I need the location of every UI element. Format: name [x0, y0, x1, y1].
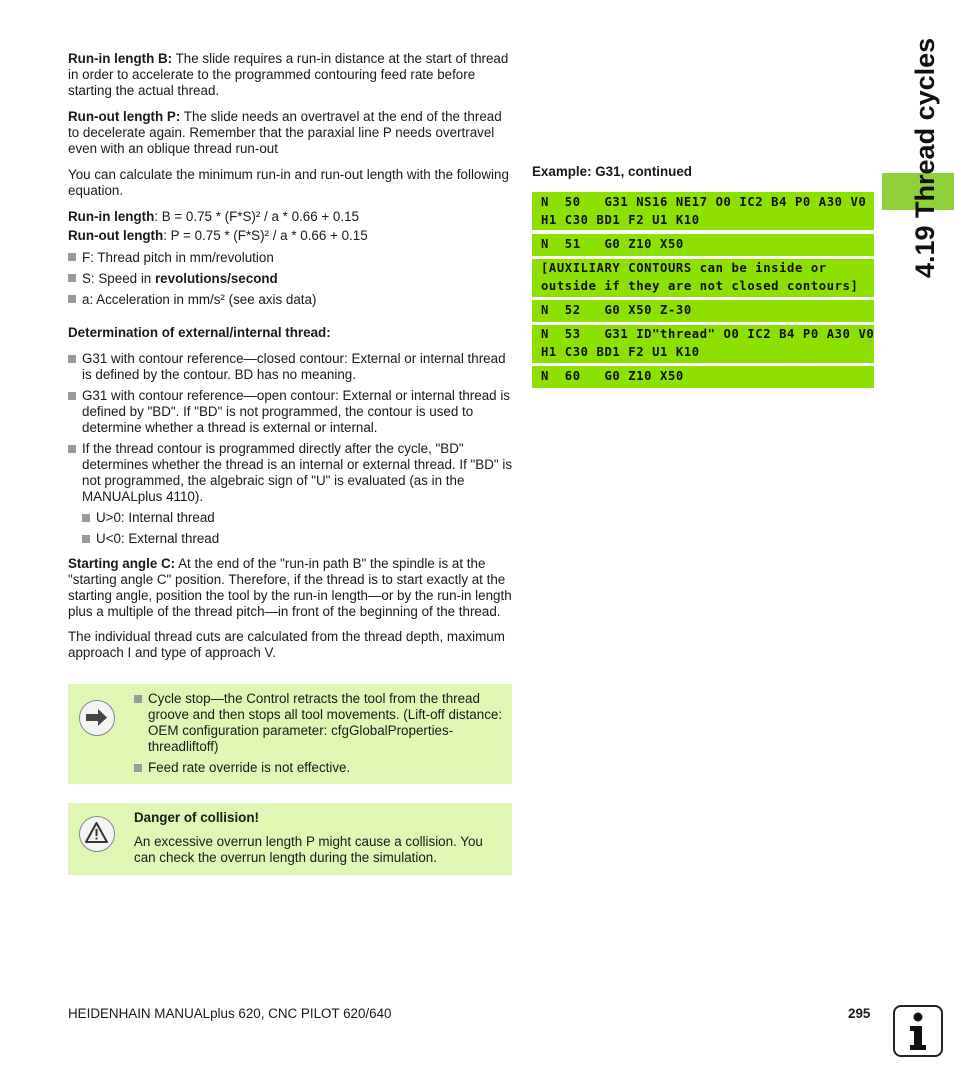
- var-f-item: [68, 247, 514, 268]
- det-item-2: [68, 388, 514, 436]
- code-block-1: [532, 192, 874, 230]
- bullet-icon: [82, 514, 90, 522]
- note-item-2: [134, 760, 504, 776]
- code-line: N 53 G31 ID"thread" O0 IC2 B4 P0 A30 V0: [541, 327, 875, 341]
- bullet-icon: [134, 695, 142, 703]
- note-item-2-text: Feed rate override is not effective.: [148, 760, 351, 775]
- code-line: H1 C30 BD1 F2 U1 K10: [541, 345, 700, 359]
- bullet-icon: [82, 535, 90, 543]
- var-s-item: [68, 268, 514, 289]
- warning-triangle-icon: [79, 816, 115, 852]
- bullet-icon: [68, 445, 76, 453]
- calc-paragraph: You can calculate the minimum run-in and run-out length with the following equation.: [68, 167, 509, 198]
- warning-box: [68, 803, 512, 875]
- start-text: At the end of the "run-in path B" the spindle is at the "starting angle C" position. Therefore, if the thread is to start exactly at the starting angle, position the tool by the run-in length—or by the run-in length plus a multiple of the thread pitch—in front of the beginning of the thread.: [68, 556, 512, 619]
- start-label: Starting angle C:: [68, 556, 176, 571]
- det-3-text: If the thread contour is programmed directly after the cycle, "BD" determines whether the thread is an internal or external thread. If "BD" is not programmed, the algebraic sign of "U" is evaluated (as in the MANUALplus 4110).: [82, 441, 513, 504]
- bullet-icon: [134, 764, 142, 772]
- code-line: [AUXILIARY CONTOURS can be inside or: [541, 261, 827, 275]
- code-block-2: [532, 234, 874, 256]
- runout-text: The slide needs an overtravel at the end of the thread to decelerate again. Remember that the paraxial line P needs overtravel even with an oblique thread run-out: [68, 109, 502, 156]
- footer-text: HEIDENHAIN MANUALplus 620, CNC PILOT 620/640: [68, 1006, 392, 1021]
- eq1-label: Run-in length: [68, 209, 155, 224]
- runin-label: Run-in length B:: [68, 51, 173, 66]
- bullet-icon: [68, 295, 76, 303]
- bullet-icon: [68, 392, 76, 400]
- det-2-text: G31 with contour reference—open contour: External or internal thread is defined by "BD". If "BD" is not programmed, the contour is used to determine whether a thread is external or internal.: [82, 388, 510, 435]
- page-number: 295: [848, 1006, 871, 1021]
- runin-paragraph: [68, 51, 514, 99]
- warning-content: [134, 810, 506, 866]
- code-block-5: [532, 325, 874, 363]
- det-1-text: G31 with contour reference—closed contour: External or internal thread is defined by the contour. BD has no meaning.: [82, 351, 506, 382]
- det-subitem-2: [68, 531, 514, 547]
- code-line: N 52 G0 X50 Z-30: [541, 303, 692, 317]
- eq2-label: Run-out length: [68, 228, 164, 243]
- example-heading: Example: G31, continued: [532, 164, 692, 179]
- bullet-icon: [68, 274, 76, 282]
- main-column: [68, 51, 514, 661]
- code-block-4: [532, 300, 874, 322]
- arrow-right-icon: [79, 700, 115, 736]
- var-a-item: [68, 289, 514, 310]
- code-line: N 51 G0 Z10 X50: [541, 237, 684, 251]
- det-3b-text: U<0: External thread: [96, 531, 220, 546]
- runout-paragraph: [68, 109, 514, 157]
- note-box: [68, 684, 512, 784]
- runout-label: Run-out length P:: [68, 109, 181, 124]
- warning-title: Danger of collision!: [134, 810, 259, 825]
- cuts-paragraph: The individual thread cuts are calculated from the thread depth, maximum approach I and type of approach V.: [68, 629, 505, 660]
- bullet-icon: [68, 355, 76, 363]
- note-item-1-text: Cycle stop—the Control retracts the tool from the thread groove and then stops all tool movements. (Lift-off distance: OEM configuration parameter: cfgGlobalProperties-threadliftoff): [148, 691, 503, 754]
- warning-text: An excessive overrun length P might cause a collision. You can check the overrun length during the simulation.: [134, 834, 483, 865]
- code-block-3: [532, 259, 874, 297]
- var-s-text: S: Speed in: [82, 271, 155, 286]
- det-item-1: [68, 351, 514, 383]
- code-line: H1 C30 BD1 F2 U1 K10: [541, 213, 700, 227]
- det-subitem-1: [68, 510, 514, 526]
- code-block-6: [532, 366, 874, 388]
- code-line: N 50 G31 NS16 NE17 O0 IC2 B4 P0 A30 V0: [541, 195, 867, 209]
- start-paragraph: [68, 556, 514, 620]
- code-line: N 60 G0 Z10 X50: [541, 369, 684, 383]
- eq1-text: : B = 0.75 * (F*S)² / a * 0.66 + 0.15: [154, 209, 359, 224]
- code-line: outside if they are not closed contours]: [541, 279, 859, 293]
- note-item-1: [134, 691, 504, 755]
- note-list: [134, 691, 504, 776]
- equation-runin: [68, 207, 514, 226]
- var-s-bold: revolutions/second: [154, 271, 278, 286]
- eq2-text: : P = 0.75 * (F*S)² / a * 0.66 + 0.15: [163, 228, 368, 243]
- var-f-text: F: Thread pitch in mm/revolution: [82, 250, 274, 265]
- chapter-title: 4.19 Thread cycles: [910, 37, 940, 278]
- det-3a-text: U>0: Internal thread: [96, 510, 215, 525]
- det-heading: Determination of external/internal thread:: [68, 325, 331, 340]
- info-icon: [893, 1005, 943, 1057]
- bullet-icon: [68, 253, 76, 261]
- runin-text: The slide requires a run-in distance at the start of thread in order to accelerate to the programmed contouring feed rate before starting the actual thread.: [68, 51, 509, 98]
- det-item-3: [68, 441, 514, 505]
- var-a-text: a: Acceleration in mm/s² (see axis data): [82, 292, 317, 307]
- equation-runout: [68, 226, 514, 245]
